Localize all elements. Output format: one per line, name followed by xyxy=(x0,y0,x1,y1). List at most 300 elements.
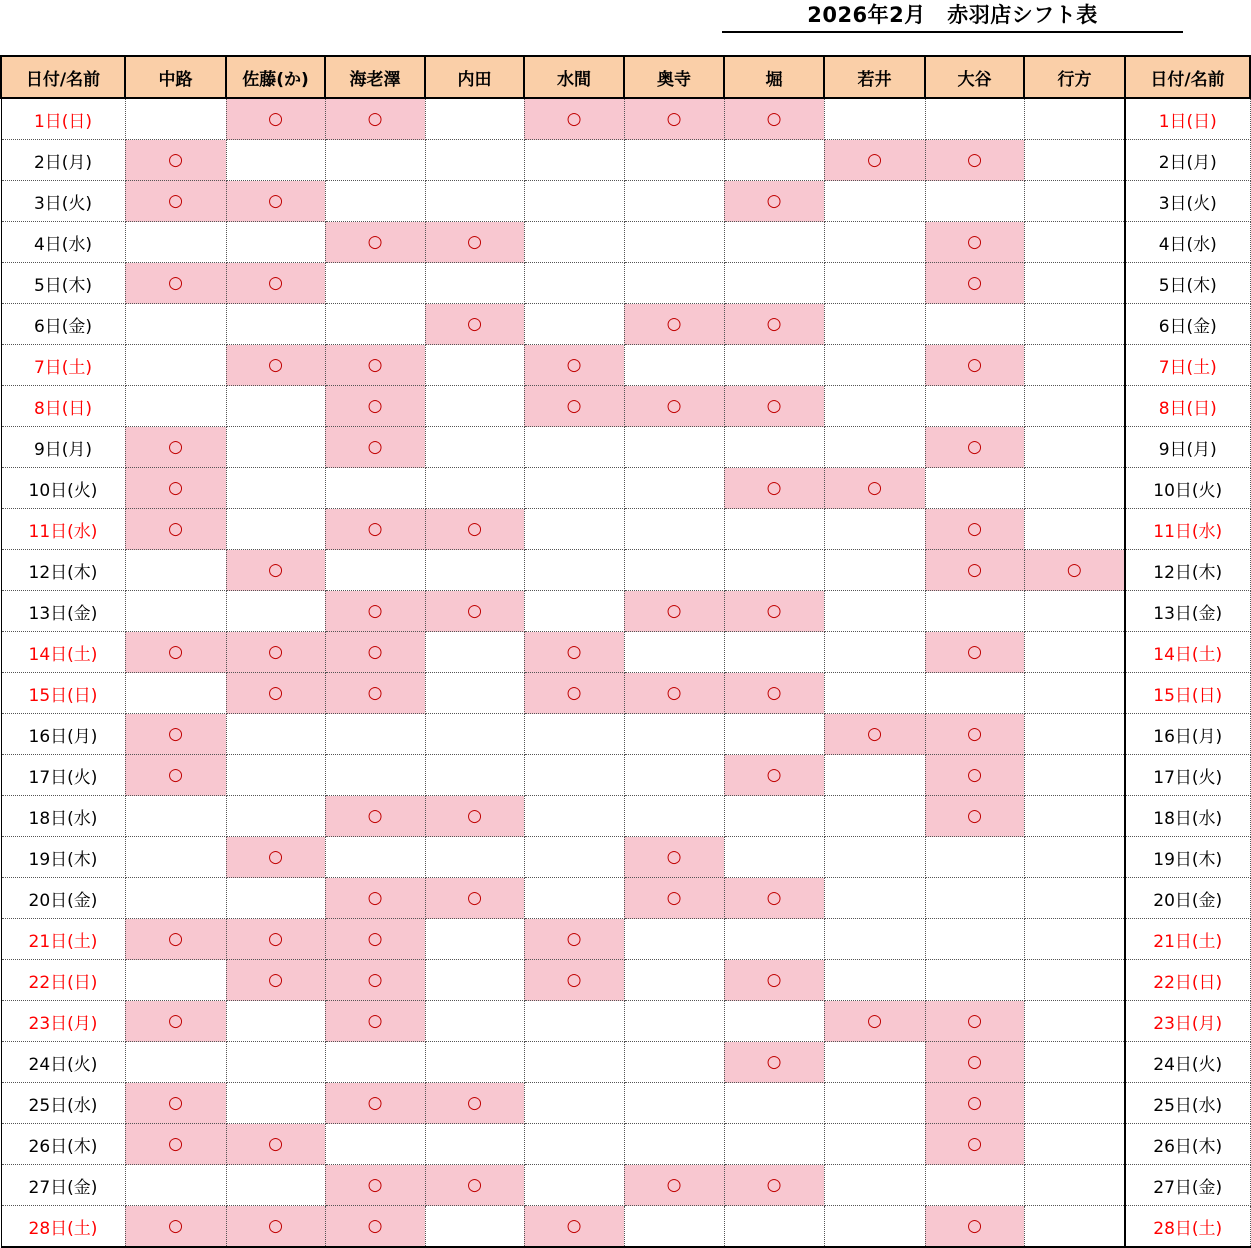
shift-cell xyxy=(1024,919,1125,960)
shift-cell xyxy=(1024,837,1125,878)
shift-cell xyxy=(724,509,824,550)
date-cell-left: 17日(火) xyxy=(1,755,125,796)
shift-cell xyxy=(824,427,925,468)
shift-cell: ○ xyxy=(724,1165,824,1206)
shift-cell: ○ xyxy=(325,1083,425,1124)
date-cell-right: 8日(日) xyxy=(1125,386,1250,427)
shift-cell xyxy=(824,755,925,796)
shift-cell: ○ xyxy=(325,673,425,714)
shift-cell: ○ xyxy=(125,755,226,796)
shift-cell xyxy=(824,837,925,878)
shift-cell xyxy=(624,755,724,796)
shift-cell xyxy=(425,427,524,468)
shift-cell xyxy=(1024,1042,1125,1083)
shift-cell: ○ xyxy=(524,632,624,673)
shift-cell: ○ xyxy=(125,1206,226,1248)
date-cell-left: 8日(日) xyxy=(1,386,125,427)
shift-cell xyxy=(724,1124,824,1165)
date-cell-left: 5日(木) xyxy=(1,263,125,304)
shift-cell: ○ xyxy=(325,632,425,673)
shift-cell: ○ xyxy=(524,386,624,427)
shift-cell xyxy=(624,345,724,386)
shift-cell xyxy=(724,837,824,878)
page-title: 2026年2月 赤羽店シフト表 xyxy=(722,0,1183,33)
date-cell-left: 3日(火) xyxy=(1,181,125,222)
shift-cell: ○ xyxy=(325,1165,425,1206)
shift-cell xyxy=(226,796,325,837)
shift-cell: ○ xyxy=(925,509,1024,550)
date-cell-right: 3日(火) xyxy=(1125,181,1250,222)
table-row xyxy=(1,1206,1250,1248)
shift-cell xyxy=(226,304,325,345)
shift-cell xyxy=(724,222,824,263)
shift-cell xyxy=(325,714,425,755)
shift-cell: ○ xyxy=(624,386,724,427)
shift-cell: ○ xyxy=(624,304,724,345)
shift-cell xyxy=(226,509,325,550)
date-cell-left: 6日(金) xyxy=(1,304,125,345)
shift-cell: ○ xyxy=(226,181,325,222)
date-cell-right: 26日(木) xyxy=(1125,1124,1250,1165)
shift-cell: ○ xyxy=(524,919,624,960)
shift-cell: ○ xyxy=(425,222,524,263)
shift-cell xyxy=(1024,140,1125,181)
date-cell-right: 13日(金) xyxy=(1125,591,1250,632)
shift-cell: ○ xyxy=(925,1124,1024,1165)
shift-cell xyxy=(125,796,226,837)
shift-cell: ○ xyxy=(125,468,226,509)
date-cell-right: 10日(火) xyxy=(1125,468,1250,509)
shift-cell: ○ xyxy=(325,960,425,1001)
shift-cell: ○ xyxy=(325,222,425,263)
shift-cell xyxy=(1024,181,1125,222)
shift-cell xyxy=(125,673,226,714)
shift-cell: ○ xyxy=(125,509,226,550)
shift-cell: ○ xyxy=(524,960,624,1001)
shift-cell xyxy=(624,796,724,837)
shift-cell xyxy=(125,550,226,591)
shift-cell: ○ xyxy=(925,632,1024,673)
table-row xyxy=(1,837,1250,878)
shift-cell xyxy=(624,714,724,755)
shift-cell xyxy=(524,181,624,222)
shift-cell: ○ xyxy=(125,632,226,673)
shift-cell xyxy=(524,1083,624,1124)
shift-cell xyxy=(824,550,925,591)
staff-header: 奥寺 xyxy=(624,56,724,98)
table-row xyxy=(1,140,1250,181)
shift-cell xyxy=(125,837,226,878)
shift-cell: ○ xyxy=(226,632,325,673)
shift-cell xyxy=(824,878,925,919)
table-row xyxy=(1,1042,1250,1083)
table-row xyxy=(1,550,1250,591)
shift-cell: ○ xyxy=(925,714,1024,755)
shift-cell: ○ xyxy=(325,1206,425,1248)
staff-header: 内田 xyxy=(425,56,524,98)
table-row xyxy=(1,878,1250,919)
shift-cell xyxy=(325,181,425,222)
shift-cell xyxy=(724,345,824,386)
shift-cell xyxy=(824,1206,925,1248)
shift-cell: ○ xyxy=(925,1083,1024,1124)
staff-header: 行方 xyxy=(1024,56,1125,98)
shift-cell xyxy=(125,386,226,427)
shift-cell: ○ xyxy=(925,427,1024,468)
shift-cell xyxy=(1024,1206,1125,1248)
shift-cell: ○ xyxy=(925,263,1024,304)
shift-cell xyxy=(925,386,1024,427)
shift-cell xyxy=(524,1165,624,1206)
shift-cell xyxy=(624,960,724,1001)
shift-cell: ○ xyxy=(925,345,1024,386)
date-cell-right: 20日(金) xyxy=(1125,878,1250,919)
table-row xyxy=(1,632,1250,673)
table-row xyxy=(1,1083,1250,1124)
staff-header: 大谷 xyxy=(925,56,1024,98)
shift-cell: ○ xyxy=(425,796,524,837)
shift-cell xyxy=(1024,468,1125,509)
shift-cell xyxy=(824,919,925,960)
shift-cell xyxy=(824,263,925,304)
date-cell-left: 2日(月) xyxy=(1,140,125,181)
shift-cell xyxy=(125,304,226,345)
shift-cell xyxy=(425,714,524,755)
date-cell-right: 21日(土) xyxy=(1125,919,1250,960)
date-cell-left: 28日(土) xyxy=(1,1206,125,1248)
shift-cell xyxy=(824,1042,925,1083)
shift-cell: ○ xyxy=(724,304,824,345)
shift-cell xyxy=(1024,673,1125,714)
shift-cell: ○ xyxy=(624,837,724,878)
shift-cell xyxy=(226,1042,325,1083)
table-row xyxy=(1,591,1250,632)
table-row xyxy=(1,755,1250,796)
shift-cell: ○ xyxy=(425,878,524,919)
shift-cell xyxy=(425,673,524,714)
shift-cell: ○ xyxy=(325,1001,425,1042)
shift-cell xyxy=(925,837,1024,878)
table-row xyxy=(1,1165,1250,1206)
shift-cell xyxy=(824,1124,925,1165)
shift-cell xyxy=(624,509,724,550)
staff-header: 中路 xyxy=(125,56,226,98)
staff-header: 若井 xyxy=(824,56,925,98)
date-cell-left: 24日(火) xyxy=(1,1042,125,1083)
date-cell-left: 16日(月) xyxy=(1,714,125,755)
shift-cell: ○ xyxy=(425,509,524,550)
shift-cell xyxy=(425,140,524,181)
shift-cell xyxy=(524,591,624,632)
shift-cell xyxy=(1024,714,1125,755)
shift-cell xyxy=(325,755,425,796)
table-row xyxy=(1,386,1250,427)
shift-cell xyxy=(325,468,425,509)
shift-cell xyxy=(925,304,1024,345)
shift-cell xyxy=(226,222,325,263)
shift-cell: ○ xyxy=(226,1206,325,1248)
shift-cell xyxy=(1024,98,1125,140)
shift-cell xyxy=(724,1083,824,1124)
shift-cell: ○ xyxy=(624,1165,724,1206)
shift-cell xyxy=(1024,632,1125,673)
shift-cell: ○ xyxy=(125,1001,226,1042)
shift-cell xyxy=(125,960,226,1001)
table-row xyxy=(1,796,1250,837)
shift-cell xyxy=(425,1042,524,1083)
shift-cell xyxy=(624,1124,724,1165)
table-row xyxy=(1,673,1250,714)
shift-cell: ○ xyxy=(325,919,425,960)
shift-cell xyxy=(824,1083,925,1124)
table-row xyxy=(1,181,1250,222)
shift-cell: ○ xyxy=(925,1206,1024,1248)
shift-cell xyxy=(624,181,724,222)
staff-header: 水間 xyxy=(524,56,624,98)
shift-cell xyxy=(524,1042,624,1083)
shift-cell xyxy=(524,796,624,837)
shift-cell xyxy=(226,140,325,181)
shift-cell xyxy=(1024,755,1125,796)
header-row xyxy=(1,56,1250,98)
shift-cell xyxy=(325,263,425,304)
shift-cell xyxy=(824,796,925,837)
shift-cell: ○ xyxy=(226,98,325,140)
staff-header: 佐藤(か) xyxy=(226,56,325,98)
shift-cell: ○ xyxy=(125,263,226,304)
shift-cell: ○ xyxy=(724,960,824,1001)
shift-cell: ○ xyxy=(524,673,624,714)
date-cell-right: 23日(月) xyxy=(1125,1001,1250,1042)
shift-cell: ○ xyxy=(925,222,1024,263)
staff-header: 堀 xyxy=(724,56,824,98)
shift-cell: ○ xyxy=(125,919,226,960)
shift-cell xyxy=(1024,960,1125,1001)
shift-cell xyxy=(325,1042,425,1083)
shift-cell xyxy=(226,755,325,796)
date-cell-right: 25日(水) xyxy=(1125,1083,1250,1124)
shift-cell: ○ xyxy=(724,98,824,140)
shift-cell: ○ xyxy=(724,673,824,714)
date-cell-left: 25日(水) xyxy=(1,1083,125,1124)
shift-cell xyxy=(125,98,226,140)
shift-cell xyxy=(425,386,524,427)
shift-cell: ○ xyxy=(226,263,325,304)
shift-cell xyxy=(325,550,425,591)
shift-cell: ○ xyxy=(724,468,824,509)
shift-cell xyxy=(624,632,724,673)
shift-cell xyxy=(1024,1083,1125,1124)
shift-cell xyxy=(425,181,524,222)
shift-cell xyxy=(724,427,824,468)
shift-cell xyxy=(624,550,724,591)
shift-cell: ○ xyxy=(226,550,325,591)
shift-cell: ○ xyxy=(824,1001,925,1042)
shift-cell: ○ xyxy=(226,837,325,878)
shift-cell xyxy=(824,386,925,427)
shift-cell xyxy=(724,263,824,304)
shift-cell: ○ xyxy=(325,591,425,632)
shift-cell xyxy=(925,181,1024,222)
shift-cell xyxy=(925,468,1024,509)
shift-cell xyxy=(624,468,724,509)
shift-cell xyxy=(524,140,624,181)
shift-cell xyxy=(1024,304,1125,345)
shift-cell: ○ xyxy=(724,878,824,919)
shift-cell: ○ xyxy=(624,98,724,140)
shift-cell: ○ xyxy=(325,98,425,140)
shift-cell xyxy=(624,1001,724,1042)
shift-cell xyxy=(325,304,425,345)
date-cell-left: 9日(月) xyxy=(1,427,125,468)
shift-cell xyxy=(1024,591,1125,632)
shift-cell xyxy=(925,98,1024,140)
shift-cell: ○ xyxy=(125,1083,226,1124)
shift-cell xyxy=(824,591,925,632)
shift-cell xyxy=(624,222,724,263)
shift-cell xyxy=(624,1083,724,1124)
shift-cell xyxy=(925,919,1024,960)
date-cell-right: 12日(木) xyxy=(1125,550,1250,591)
shift-cell: ○ xyxy=(524,345,624,386)
date-cell-right: 7日(土) xyxy=(1125,345,1250,386)
shift-cell: ○ xyxy=(425,591,524,632)
date-cell-right: 5日(木) xyxy=(1125,263,1250,304)
shift-cell xyxy=(425,550,524,591)
shift-cell xyxy=(925,1165,1024,1206)
shift-cell xyxy=(724,632,824,673)
date-cell-left: 1日(日) xyxy=(1,98,125,140)
shift-cell xyxy=(1024,1001,1125,1042)
shift-cell xyxy=(1024,263,1125,304)
shift-cell: ○ xyxy=(425,1083,524,1124)
shift-cell: ○ xyxy=(524,1206,624,1248)
date-cell-left: 14日(土) xyxy=(1,632,125,673)
date-cell-right: 16日(月) xyxy=(1125,714,1250,755)
shift-cell: ○ xyxy=(125,140,226,181)
shift-cell xyxy=(1024,878,1125,919)
date-cell-right: 22日(日) xyxy=(1125,960,1250,1001)
shift-table xyxy=(0,55,1251,1248)
shift-cell xyxy=(125,345,226,386)
date-cell-left: 10日(火) xyxy=(1,468,125,509)
shift-cell xyxy=(624,919,724,960)
shift-cell: ○ xyxy=(925,140,1024,181)
shift-cell xyxy=(724,796,824,837)
shift-cell: ○ xyxy=(724,386,824,427)
shift-cell: ○ xyxy=(226,960,325,1001)
date-cell-right: 6日(金) xyxy=(1125,304,1250,345)
date-cell-right: 1日(日) xyxy=(1125,98,1250,140)
corner-header-right: 日付/名前 xyxy=(1125,56,1250,98)
shift-cell: ○ xyxy=(925,1042,1024,1083)
shift-cell xyxy=(1024,222,1125,263)
shift-cell xyxy=(1024,796,1125,837)
shift-cell: ○ xyxy=(925,550,1024,591)
table-row xyxy=(1,1124,1250,1165)
shift-cell xyxy=(1024,345,1125,386)
shift-cell: ○ xyxy=(125,427,226,468)
shift-cell: ○ xyxy=(724,1042,824,1083)
shift-cell xyxy=(125,222,226,263)
shift-cell xyxy=(1024,509,1125,550)
shift-cell xyxy=(724,919,824,960)
shift-cell xyxy=(824,345,925,386)
shift-cell: ○ xyxy=(724,181,824,222)
table-row xyxy=(1,468,1250,509)
date-cell-left: 15日(日) xyxy=(1,673,125,714)
shift-cell xyxy=(624,140,724,181)
date-cell-left: 18日(水) xyxy=(1,796,125,837)
shift-cell xyxy=(524,755,624,796)
shift-cell xyxy=(226,591,325,632)
shift-cell xyxy=(1024,1165,1125,1206)
table-row xyxy=(1,98,1250,140)
shift-cell xyxy=(724,1001,824,1042)
shift-cell: ○ xyxy=(824,140,925,181)
shift-cell: ○ xyxy=(226,1124,325,1165)
shift-cell: ○ xyxy=(226,673,325,714)
table-row xyxy=(1,919,1250,960)
shift-cell xyxy=(425,960,524,1001)
shift-cell xyxy=(524,222,624,263)
shift-cell: ○ xyxy=(524,98,624,140)
shift-cell xyxy=(524,468,624,509)
date-cell-right: 18日(水) xyxy=(1125,796,1250,837)
shift-cell: ○ xyxy=(925,1001,1024,1042)
shift-cell: ○ xyxy=(325,878,425,919)
shift-cell xyxy=(425,919,524,960)
shift-cell xyxy=(824,632,925,673)
shift-cell xyxy=(226,468,325,509)
shift-cell: ○ xyxy=(325,345,425,386)
shift-cell xyxy=(325,837,425,878)
date-cell-right: 28日(土) xyxy=(1125,1206,1250,1248)
shift-cell xyxy=(1024,386,1125,427)
shift-cell: ○ xyxy=(724,591,824,632)
date-cell-right: 14日(土) xyxy=(1125,632,1250,673)
date-cell-left: 12日(木) xyxy=(1,550,125,591)
shift-cell xyxy=(226,1165,325,1206)
shift-cell xyxy=(724,550,824,591)
shift-cell xyxy=(524,1001,624,1042)
date-cell-right: 2日(月) xyxy=(1125,140,1250,181)
table-row xyxy=(1,222,1250,263)
shift-cell xyxy=(125,1042,226,1083)
shift-cell xyxy=(824,98,925,140)
shift-cell xyxy=(724,1206,824,1248)
shift-cell xyxy=(824,181,925,222)
date-cell-right: 11日(水) xyxy=(1125,509,1250,550)
shift-cell xyxy=(524,714,624,755)
date-cell-right: 24日(火) xyxy=(1125,1042,1250,1083)
date-cell-left: 4日(水) xyxy=(1,222,125,263)
date-cell-left: 7日(土) xyxy=(1,345,125,386)
shift-cell xyxy=(524,878,624,919)
table-row xyxy=(1,345,1250,386)
shift-cell xyxy=(624,1206,724,1248)
shift-cell xyxy=(724,140,824,181)
table-row xyxy=(1,960,1250,1001)
date-cell-left: 19日(木) xyxy=(1,837,125,878)
shift-cell xyxy=(425,1206,524,1248)
date-cell-left: 26日(木) xyxy=(1,1124,125,1165)
shift-cell xyxy=(724,714,824,755)
shift-cell xyxy=(425,98,524,140)
shift-cell xyxy=(226,1001,325,1042)
table-row xyxy=(1,263,1250,304)
shift-cell: ○ xyxy=(325,509,425,550)
